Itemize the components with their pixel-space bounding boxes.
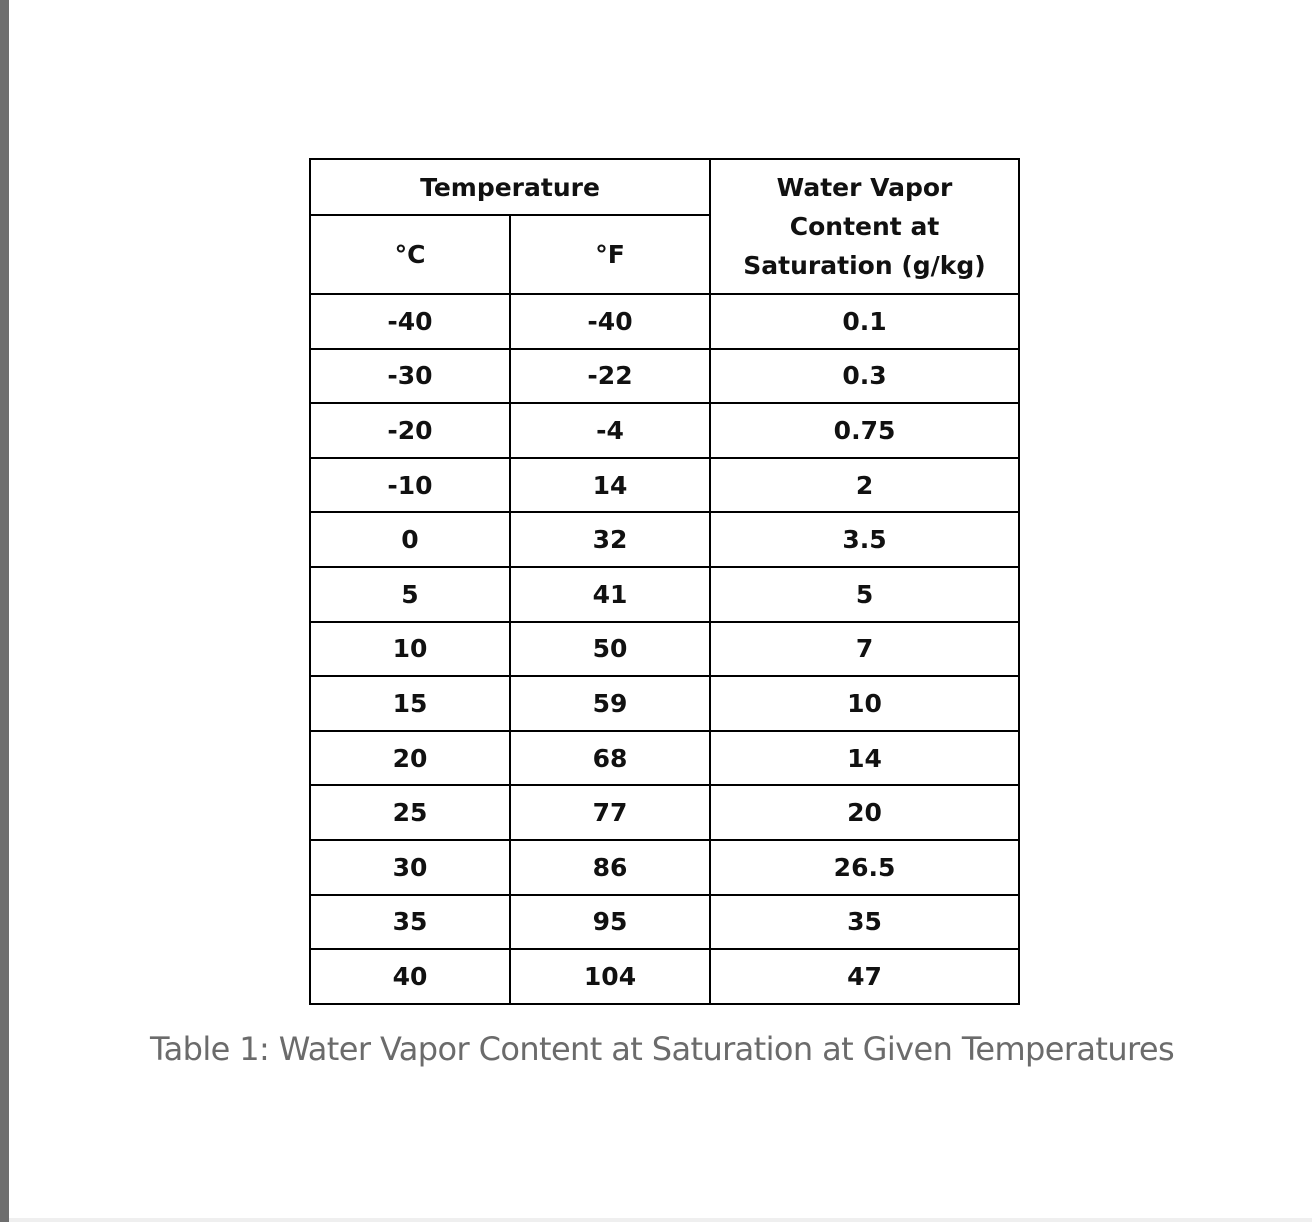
table-row [310,512,1019,567]
fahrenheit-cell: -40 [510,294,710,349]
water-vapor-header-line: Saturation (g/kg) [743,251,986,280]
water-vapor-table [309,158,1020,1005]
fahrenheit-cell: 104 [510,949,710,1004]
vapor-content-cell: 5 [710,567,1019,622]
celsius-cell: -20 [310,403,510,458]
table-row [310,676,1019,731]
table-row [310,294,1019,349]
fahrenheit-cell: 14 [510,458,710,513]
fahrenheit-cell: 32 [510,512,710,567]
vapor-content-cell: 20 [710,785,1019,840]
celsius-cell: 40 [310,949,510,1004]
fahrenheit-cell: 95 [510,895,710,950]
fahrenheit-cell: 50 [510,622,710,677]
celsius-cell: 35 [310,895,510,950]
table-body [310,159,1019,1004]
temperature-header: Temperature [310,159,710,215]
table-row [310,785,1019,840]
fahrenheit-cell: 41 [510,567,710,622]
table-row [310,895,1019,950]
vapor-content-cell: 0.3 [710,349,1019,404]
celsius-cell: 10 [310,622,510,677]
celsius-cell: -40 [310,294,510,349]
table-row [310,949,1019,1004]
fahrenheit-cell: 77 [510,785,710,840]
vapor-content-cell: 47 [710,949,1019,1004]
fahrenheit-header: °F [510,215,710,294]
vapor-content-cell: 10 [710,676,1019,731]
water-vapor-header-line: Content at [789,212,940,241]
vapor-content-cell: 26.5 [710,840,1019,895]
vapor-content-cell: 35 [710,895,1019,950]
fahrenheit-cell: -22 [510,349,710,404]
vapor-content-cell: 0.1 [710,294,1019,349]
table-row [310,567,1019,622]
vapor-content-cell: 7 [710,622,1019,677]
table-row [310,622,1019,677]
vapor-content-cell: 14 [710,731,1019,786]
fahrenheit-cell: 68 [510,731,710,786]
table-row [310,840,1019,895]
vapor-content-cell: 0.75 [710,403,1019,458]
table-row [310,458,1019,513]
celsius-cell: 30 [310,840,510,895]
celsius-cell: 25 [310,785,510,840]
celsius-cell: 5 [310,567,510,622]
table-row [310,403,1019,458]
water-vapor-header-line: Water Vapor [776,173,953,202]
table-row [310,731,1019,786]
table-caption: Table 1: Water Vapor Content at Saturation at Given Temperatures [149,1030,1175,1068]
celsius-cell: 15 [310,676,510,731]
celsius-cell: -10 [310,458,510,513]
vapor-content-cell: 2 [710,458,1019,513]
fahrenheit-cell: 59 [510,676,710,731]
table-row [310,349,1019,404]
fahrenheit-cell: -4 [510,403,710,458]
water-vapor-header [710,159,1019,294]
vapor-content-cell: 3.5 [710,512,1019,567]
celsius-header: °C [310,215,510,294]
table-header-row [310,159,1019,215]
celsius-cell: 0 [310,512,510,567]
fahrenheit-cell: 86 [510,840,710,895]
celsius-cell: 20 [310,731,510,786]
celsius-cell: -30 [310,349,510,404]
